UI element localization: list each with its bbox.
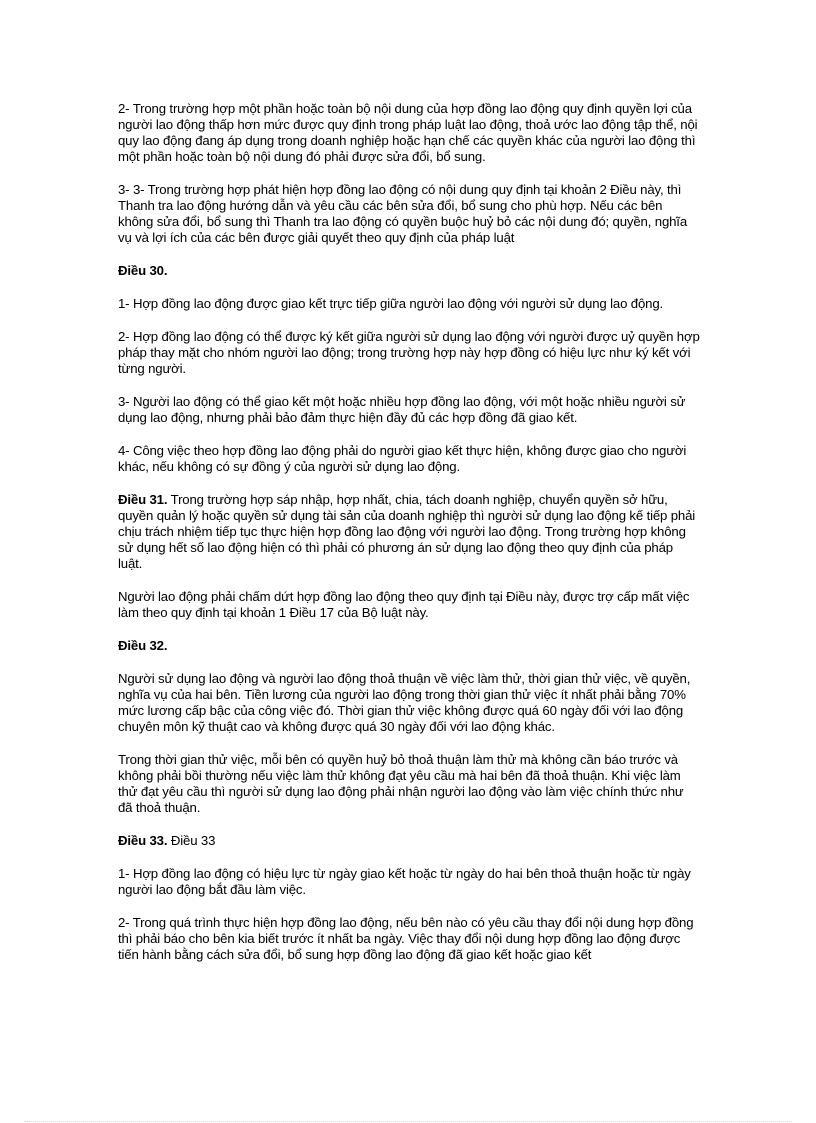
article-31-paragraph-2: Người lao động phải chấm dứt hợp đồng lao động theo quy định tại Điều này, được trợ cấp mất việc làm theo quy định tại khoản 1 Điều 17 của Bộ luật này. <box>118 589 690 620</box>
article-31-paragraph <box>118 492 700 572</box>
article-30-clause-1: 1- Hợp đồng lao động được giao kết trực tiếp giữa người lao động với người sử dụng lao động. <box>118 296 664 311</box>
paragraph-clause-3: 3- 3- Trong trường hợp phát hiện hợp đồng lao động có nội dung quy định tại khoản 2 Điều này, thì Thanh tra lao động hướng dẫn và yêu cầu các bên sửa đổi, bổ sung cho phù hợp. Nếu các bên không sửa đổi, bổ sung thì Thanh tra lao động có quyền buộc huỷ bỏ các nội dung đó; quyền, nghĩa vụ và lợi ích của các bên được giải quyết theo quy định của pháp luật <box>118 182 688 245</box>
article-33-heading-suffix: Điều 33 <box>167 833 216 848</box>
article-30-clause-3: 3- Người lao động có thể giao kết một hoặc nhiều hợp đồng lao động, với một hoặc nhiều người sử dụng lao động, nhưng phải bảo đảm thực hiện đầy đủ các hợp đồng đã giao kết. <box>118 394 686 425</box>
article-32-paragraph-1: Người sử dụng lao động và người lao động thoả thuận về việc làm thử, thời gian thử việc, về quyền, nghĩa vụ của hai bên. Tiền lương của người lao động trong thời gian thử việc ít nhất phải bằng 70% mức lương cấp bậc của công việc đó. Thời gian thử việc không được quá 60 ngày đối với lao động chuyên môn kỹ thuật cao và không được quá 30 ngày đối với lao động khác. <box>118 671 691 734</box>
article-32-paragraph-2: Trong thời gian thử việc, mỗi bên có quyền huỷ bỏ thoả thuận làm thử mà không cần báo trước và không phải bồi thường nếu việc làm thử không đạt yêu cầu mà hai bên đã thoả thuận. Khi việc làm thử đạt yêu cầu thì người sử dụng lao động phải nhận người lao động vào làm việc chính thức như đã thoả thuận. <box>118 752 684 815</box>
article-33-heading-line <box>118 833 700 849</box>
article-30-clause-2: 2- Hợp đồng lao động có thể được ký kết giữa người sử dụng lao động với người được uỷ quyền hợp pháp thay mặt cho nhóm người lao động; trong trường hợp này hợp đồng có hiệu lực như ký kết với từng người. <box>118 329 700 376</box>
article-33-clause-1: 1- Hợp đồng lao động có hiệu lực từ ngày giao kết hoặc từ ngày do hai bên thoả thuận hoặc từ ngày người lao động bắt đầu làm việc. <box>118 866 691 897</box>
article-31-heading: Điều 31. <box>118 492 168 507</box>
article-30-heading: Điều 30. <box>118 263 168 278</box>
article-31-text: Trong trường hợp sáp nhập, hợp nhất, chia, tách doanh nghiệp, chuyển quyền sở hữu, quyền quản lý hoặc quyền sử dụng tài sản của doanh nghiệp thì người sử dụng lao động kế tiếp phải chịu trách nhiệm tiếp tục thực hiện hợp đồng lao động với người lao động. Trong trường hợp không sử dụng hết số lao động hiện có thì phải có phương án sử dụng lao động theo quy định của pháp luật. <box>118 492 696 571</box>
article-33-clause-2: 2- Trong quá trình thực hiện hợp đồng lao động, nếu bên nào có yêu cầu thay đổi nội dung hợp đồng thì phải báo cho bên kia biết trước ít nhất ba ngày. Việc thay đổi nội dung hợp đồng lao động được tiến hành bằng cách sửa đổi, bổ sung hợp đồng lao động đã giao kết hoặc giao kết <box>118 915 694 962</box>
paragraph-clause-2: 2- Trong trường hợp một phần hoặc toàn bộ nội dung của hợp đồng lao động quy định quyền lợi của người lao động thấp hơn mức được quy định trong pháp luật lao động, thoả ước lao động tập thể, nội quy lao động đang áp dụng trong doanh nghiệp hoặc hạn chế các quyền khác của người lao động thì một phần hoặc toàn bộ nội dung đó phải được sửa đổi, bổ sung. <box>118 101 698 164</box>
article-32-heading: Điều 32. <box>118 638 168 653</box>
document-page <box>118 101 700 980</box>
article-33-heading: Điều 33. <box>118 833 168 848</box>
page-bottom-divider <box>24 1121 792 1122</box>
article-30-clause-4: 4- Công việc theo hợp đồng lao động phải do người giao kết thực hiện, không được giao cho người khác, nếu không có sự đồng ý của người sử dụng lao động. <box>118 443 687 474</box>
